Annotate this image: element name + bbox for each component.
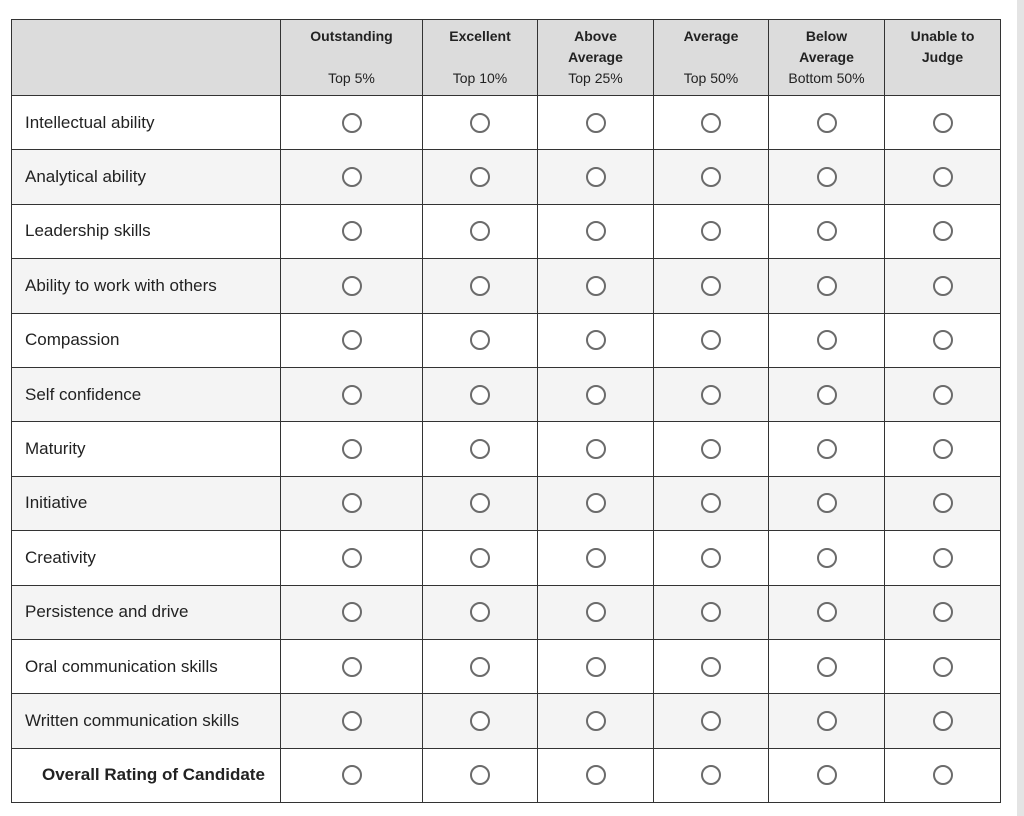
header-corner [12, 20, 281, 96]
radio-unselected-icon[interactable] [817, 330, 837, 350]
rating-cell [654, 585, 769, 639]
rating-cell [423, 96, 538, 150]
rating-cell [538, 748, 654, 802]
radio-unselected-icon[interactable] [817, 167, 837, 187]
rating-cell [423, 748, 538, 802]
rating-cell [654, 748, 769, 802]
radio-unselected-icon[interactable] [586, 602, 606, 622]
row-label: Initiative [12, 476, 281, 530]
rating-cell [538, 367, 654, 421]
rating-cell [654, 96, 769, 150]
column-title: Excellent [449, 28, 511, 44]
rating-cell [281, 585, 423, 639]
radio-unselected-icon[interactable] [933, 548, 953, 568]
rating-cell [654, 639, 769, 693]
rating-cell [885, 748, 1001, 802]
table-row [12, 204, 1001, 258]
rating-cell [423, 476, 538, 530]
column-title-line2: Judge [921, 49, 964, 65]
column-header-2 [538, 20, 654, 96]
radio-unselected-icon[interactable] [933, 330, 953, 350]
radio-unselected-icon[interactable] [701, 276, 721, 296]
radio-unselected-icon[interactable] [586, 167, 606, 187]
row-label: Persistence and drive [12, 585, 281, 639]
rating-cell [423, 367, 538, 421]
radio-unselected-icon[interactable] [701, 493, 721, 513]
rating-cell [423, 639, 538, 693]
rating-cell [885, 585, 1001, 639]
table-row [12, 694, 1001, 748]
column-title-line2: Average [799, 49, 854, 65]
table-row [12, 748, 1001, 802]
radio-unselected-icon[interactable] [586, 493, 606, 513]
rating-cell [769, 476, 885, 530]
radio-unselected-icon[interactable] [342, 657, 362, 677]
rating-cell [769, 531, 885, 585]
row-label: Leadership skills [12, 204, 281, 258]
radio-unselected-icon[interactable] [342, 711, 362, 731]
radio-unselected-icon[interactable] [586, 221, 606, 241]
column-subtitle: Top 50% [683, 70, 739, 86]
vertical-scrollbar[interactable] [1017, 0, 1024, 816]
row-label: Oral communication skills [12, 639, 281, 693]
table-row [12, 150, 1001, 204]
radio-unselected-icon[interactable] [470, 493, 490, 513]
radio-unselected-icon[interactable] [342, 548, 362, 568]
rating-cell [423, 585, 538, 639]
rating-cell [538, 585, 654, 639]
radio-unselected-icon[interactable] [470, 711, 490, 731]
radio-unselected-icon[interactable] [933, 276, 953, 296]
rating-cell [281, 204, 423, 258]
radio-unselected-icon[interactable] [470, 765, 490, 785]
radio-unselected-icon[interactable] [586, 439, 606, 459]
radio-unselected-icon[interactable] [342, 167, 362, 187]
radio-unselected-icon[interactable] [933, 167, 953, 187]
rating-cell [654, 313, 769, 367]
table-row [12, 476, 1001, 530]
column-title: Average [683, 28, 739, 44]
radio-unselected-icon[interactable] [701, 602, 721, 622]
row-label: Self confidence [12, 367, 281, 421]
rating-cell [769, 204, 885, 258]
radio-unselected-icon[interactable] [933, 765, 953, 785]
rating-cell [538, 150, 654, 204]
rating-cell [885, 150, 1001, 204]
radio-unselected-icon[interactable] [933, 711, 953, 731]
radio-unselected-icon[interactable] [817, 548, 837, 568]
row-label: Written communication skills [12, 694, 281, 748]
table-row [12, 259, 1001, 313]
row-label: Creativity [12, 531, 281, 585]
rating-cell [423, 259, 538, 313]
radio-unselected-icon[interactable] [470, 602, 490, 622]
rating-cell [769, 367, 885, 421]
rating-cell [423, 204, 538, 258]
column-title-line2: Average [568, 49, 623, 65]
radio-unselected-icon[interactable] [701, 385, 721, 405]
rating-cell [281, 422, 423, 476]
radio-unselected-icon[interactable] [817, 221, 837, 241]
rating-cell [769, 96, 885, 150]
rating-cell [281, 367, 423, 421]
rating-cell [654, 367, 769, 421]
radio-unselected-icon[interactable] [933, 385, 953, 405]
column-title: Outstanding [310, 28, 393, 44]
radio-unselected-icon[interactable] [342, 439, 362, 459]
rating-cell [281, 150, 423, 204]
rating-cell [423, 531, 538, 585]
rating-cell [769, 694, 885, 748]
rating-cell [538, 531, 654, 585]
radio-unselected-icon[interactable] [470, 439, 490, 459]
radio-unselected-icon[interactable] [701, 657, 721, 677]
column-header-3 [654, 20, 769, 96]
radio-unselected-icon[interactable] [342, 113, 362, 133]
rating-cell [281, 96, 423, 150]
radio-unselected-icon[interactable] [470, 221, 490, 241]
rating-cell [423, 313, 538, 367]
radio-unselected-icon[interactable] [701, 330, 721, 350]
radio-unselected-icon[interactable] [817, 765, 837, 785]
radio-unselected-icon[interactable] [933, 113, 953, 133]
radio-unselected-icon[interactable] [817, 276, 837, 296]
column-header-1 [423, 20, 538, 96]
radio-unselected-icon[interactable] [817, 657, 837, 677]
column-subtitle: Bottom 50% [788, 70, 865, 86]
rating-cell [885, 694, 1001, 748]
column-title-line1: Unable to [910, 28, 975, 44]
radio-unselected-icon[interactable] [342, 602, 362, 622]
rating-cell [281, 531, 423, 585]
rating-cell [281, 639, 423, 693]
radio-unselected-icon[interactable] [701, 113, 721, 133]
rating-cell [885, 96, 1001, 150]
radio-unselected-icon[interactable] [470, 385, 490, 405]
radio-unselected-icon[interactable] [933, 439, 953, 459]
table-row [12, 96, 1001, 150]
radio-unselected-icon[interactable] [933, 657, 953, 677]
column-header-0 [281, 20, 423, 96]
radio-unselected-icon[interactable] [817, 711, 837, 731]
radio-unselected-icon[interactable] [342, 276, 362, 296]
rating-table [11, 19, 1001, 803]
rating-cell [538, 259, 654, 313]
rating-cell [885, 422, 1001, 476]
rating-cell [654, 531, 769, 585]
rating-cell [538, 313, 654, 367]
rating-cell [538, 422, 654, 476]
radio-unselected-icon[interactable] [342, 330, 362, 350]
radio-unselected-icon[interactable] [470, 657, 490, 677]
rating-cell [885, 531, 1001, 585]
radio-unselected-icon[interactable] [470, 548, 490, 568]
radio-unselected-icon[interactable] [586, 276, 606, 296]
rating-cell [769, 313, 885, 367]
table-row [12, 367, 1001, 421]
row-label: Compassion [12, 313, 281, 367]
radio-unselected-icon[interactable] [342, 221, 362, 241]
column-header-4 [769, 20, 885, 96]
rating-cell [769, 639, 885, 693]
radio-unselected-icon[interactable] [933, 221, 953, 241]
rating-cell [281, 259, 423, 313]
radio-unselected-icon[interactable] [586, 548, 606, 568]
radio-unselected-icon[interactable] [933, 602, 953, 622]
column-title-line1: Above [574, 28, 617, 44]
row-label: Ability to work with others [12, 259, 281, 313]
rating-cell [538, 476, 654, 530]
rating-cell [769, 259, 885, 313]
radio-unselected-icon[interactable] [817, 602, 837, 622]
radio-unselected-icon[interactable] [586, 330, 606, 350]
rating-cell [538, 639, 654, 693]
radio-unselected-icon[interactable] [817, 113, 837, 133]
column-title-line1: Below [805, 28, 848, 44]
rating-cell [654, 694, 769, 748]
radio-unselected-icon[interactable] [586, 113, 606, 133]
table-row [12, 639, 1001, 693]
rating-cell [885, 367, 1001, 421]
rating-cell [538, 96, 654, 150]
radio-unselected-icon[interactable] [586, 711, 606, 731]
column-header-5 [885, 20, 1001, 96]
radio-unselected-icon[interactable] [342, 765, 362, 785]
radio-unselected-icon[interactable] [701, 221, 721, 241]
radio-unselected-icon[interactable] [701, 167, 721, 187]
radio-unselected-icon[interactable] [470, 113, 490, 133]
row-label: Maturity [12, 422, 281, 476]
radio-unselected-icon[interactable] [586, 385, 606, 405]
table-row [12, 531, 1001, 585]
radio-unselected-icon[interactable] [586, 657, 606, 677]
rating-cell [885, 313, 1001, 367]
radio-unselected-icon[interactable] [817, 493, 837, 513]
radio-unselected-icon[interactable] [817, 385, 837, 405]
rating-cell [538, 694, 654, 748]
rating-cell [654, 422, 769, 476]
radio-unselected-icon[interactable] [470, 276, 490, 296]
rating-cell [281, 694, 423, 748]
table-row [12, 422, 1001, 476]
radio-unselected-icon[interactable] [701, 765, 721, 785]
rating-cell [885, 639, 1001, 693]
radio-unselected-icon[interactable] [470, 330, 490, 350]
radio-unselected-icon[interactable] [586, 765, 606, 785]
rating-cell [769, 150, 885, 204]
rating-cell [654, 150, 769, 204]
row-label: Analytical ability [12, 150, 281, 204]
rating-cell [423, 150, 538, 204]
rating-cell [885, 259, 1001, 313]
rating-cell [281, 313, 423, 367]
radio-unselected-icon[interactable] [701, 548, 721, 568]
rating-cell [654, 204, 769, 258]
rating-cell [885, 204, 1001, 258]
rating-cell [423, 422, 538, 476]
rating-cell [281, 748, 423, 802]
rating-cell [281, 476, 423, 530]
rating-cell [769, 422, 885, 476]
header-row [12, 20, 1001, 96]
radio-unselected-icon[interactable] [933, 493, 953, 513]
rating-cell [769, 748, 885, 802]
radio-unselected-icon[interactable] [701, 711, 721, 731]
radio-unselected-icon[interactable] [342, 493, 362, 513]
rating-cell [654, 259, 769, 313]
table-row [12, 313, 1001, 367]
rating-cell [654, 476, 769, 530]
column-subtitle: Top 10% [452, 70, 508, 86]
column-subtitle: Top 25% [568, 70, 623, 86]
table-row [12, 585, 1001, 639]
column-subtitle: Top 5% [328, 70, 375, 86]
rating-rows [12, 96, 1001, 803]
rating-cell [885, 476, 1001, 530]
rating-cell [538, 204, 654, 258]
row-label: Overall Rating of Candidate [12, 748, 281, 802]
radio-unselected-icon[interactable] [817, 439, 837, 459]
radio-unselected-icon[interactable] [470, 167, 490, 187]
radio-unselected-icon[interactable] [701, 439, 721, 459]
rating-cell [423, 694, 538, 748]
rating-cell [769, 585, 885, 639]
row-label: Intellectual ability [12, 96, 281, 150]
radio-unselected-icon[interactable] [342, 385, 362, 405]
